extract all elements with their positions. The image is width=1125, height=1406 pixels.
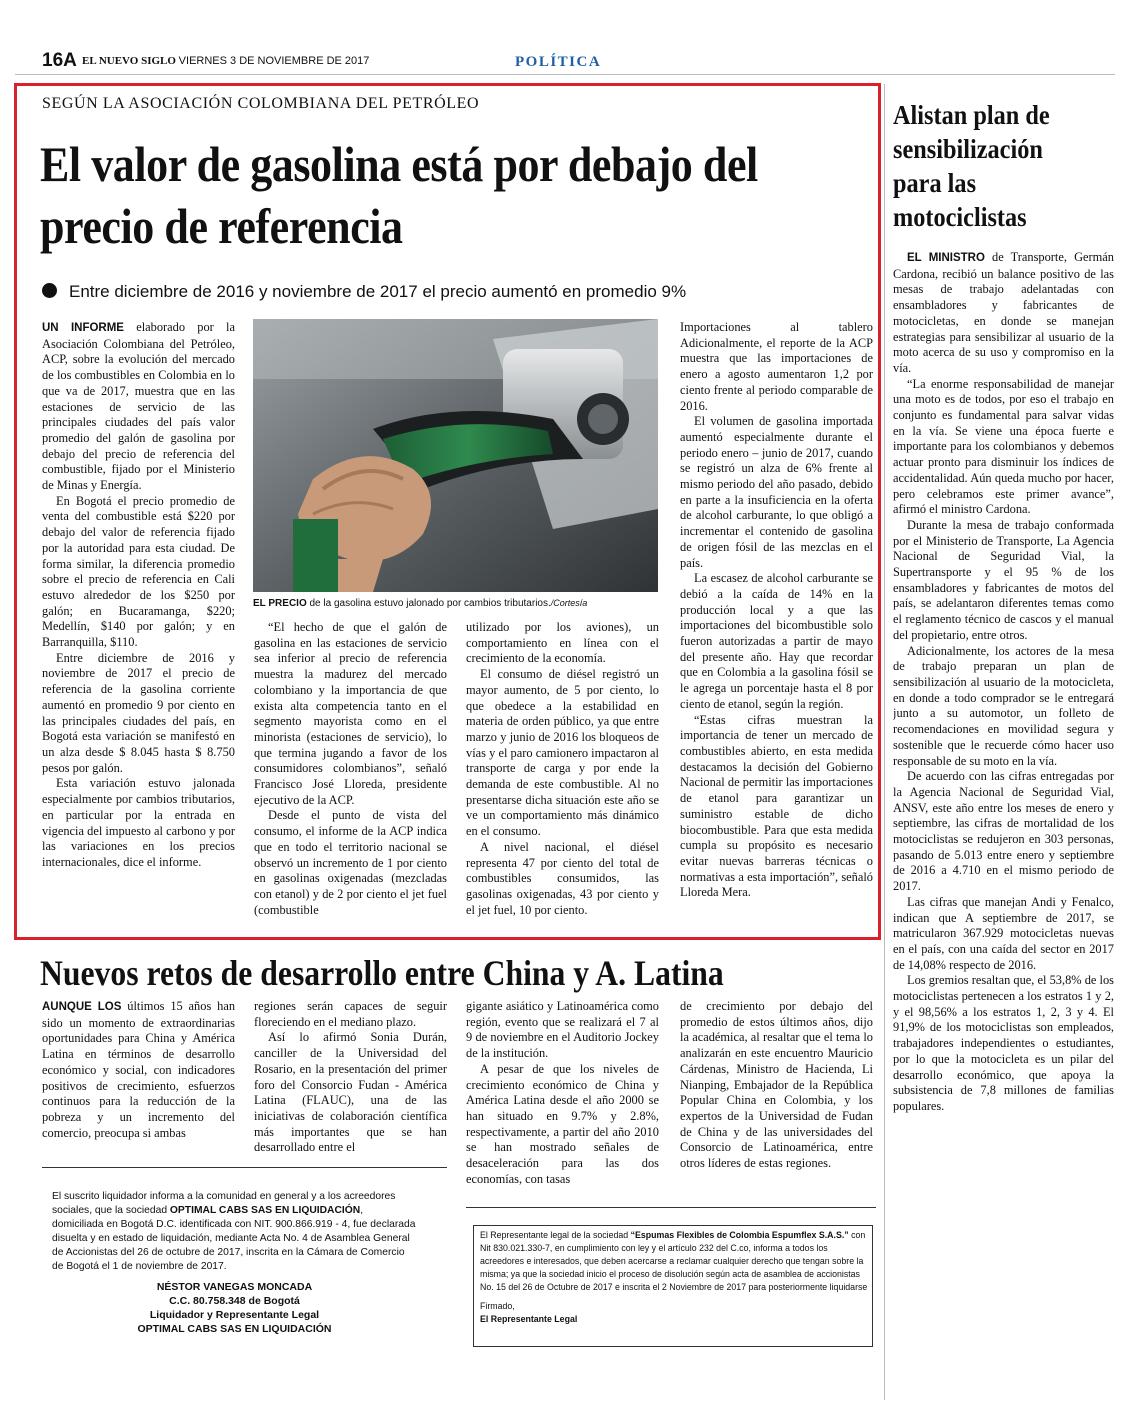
main-col1-p4: Esta variación estuvo jalonada especialmente por cambios tributarios, en particular por la entrada en vigencia del impuesto al carbono y por las variaciones en los precios internacionales, dice el informe. — [42, 776, 235, 869]
notice-left-company: OPTIMAL CABS SAS EN LIQUIDACIÓN — [169, 1205, 361, 1216]
notice-left-body: El suscrito liquidador informa a la comunidad en general y a los acreedores sociales, que la sociedad OPTIMAL CABS SAS EN LIQUIDACIÓN, domiciliada en Bogotá D.C. identificada con NIT. 900.866.919 - 4, fue declarada disuelta y en estado de liquidación, mediante Acta No. 4 de Asamblea General de Accionistas del 26 de octubre de 2017, inscrita en la Cámara de Comercio de Bogotá el 1 de noviembre de 2017. — [52, 1191, 416, 1272]
side-p3: Durante la mesa de trabajo conformada por el Ministerio de Transporte, La Agencia Nacional de Seguridad Vial, la Supertransporte y el 95 % de los ensambladores y fabricantes de motos del país, se adelantaron diferentes temas como el reglamento técnico de cascos y el manual del propietario, entre otros. — [893, 517, 1114, 642]
publication-name: EL NUEVO SIGLO — [82, 55, 176, 67]
main-col4-p2: El volumen de gasolina importada aumentó especialmente durante el periodo enero – junio de 2017, cuando se registró un alza de 6% frente al mismo periodo del año pasado, debido en parte a la insuficiencia en la oferta de alcohol carburante, lo que obligó a incrementar el contenido de gasolina de origen fósil de las mezclas en el país. — [680, 414, 873, 570]
main-kicker: SEGÚN LA ASOCIACIÓN COLOMBIANA DEL PETRÓLEO — [42, 95, 480, 112]
main-col4-p4: “Estas cifras muestran la importancia de tener un mercado de combustibles abierto, en esta medida destacamos la decisión del Gobierno Nacional de permitir las importaciones de etanol para garantizar un suministro estable de dicho biocombustible. Para que esta medida cumpla su propósito es necesario evitar nuevas barreras técnicas o normativas a esta importación”, señaló Lloreda Mera. — [680, 712, 873, 900]
main-col3-p3: A nivel nacional, el diésel representa 47 por ciento del total de combustibles consumidos, las gasolinas oxigenadas, 43 por ciento y el jet fuel, 10 por ciento. — [466, 839, 659, 917]
main-col1-p2: En Bogotá el precio promedio de venta del combustible está $220 por debajo del valor de referencia fijado por la autoridad para esta ciudad. De forma similar, la diferencia promedio sobre el precio de referencia en Cali estuvo alrededor de los $250 por galón; en Bucaramanga, $220; Medellín, $140 por galón; y en Barranquilla, $110. — [42, 493, 235, 650]
main-column-1 — [42, 320, 235, 935]
legal-notice-optimal-cabs — [52, 1190, 417, 1336]
main-col1-p1: UN INFORME elaborado por la Asociación Colombiana del Petróleo, ACP, sobre la evolución del mercado de los combustibles en Colombia en lo que va de 2017, muestra que en las estaciones de servicio de las principales ciudades del país valor promedio del galón de gasolina por debajo del precio de referencia del combustible, fijado por el Ministerio de Minas y Energía. — [42, 320, 235, 493]
notice-right-company: “Espumas Flexibles de Colombia Espumflex S.A.S.” — [630, 1230, 849, 1240]
header-rule — [15, 74, 1115, 75]
main-col3-p2: El consumo de diésel registró un mayor aumento, de 5 por ciento, lo que obedece a la estabilidad en materia de orden público, ya que entre marzo y junio de 2016 los bloqueos de vías y el paro camionero impactaron al transporte de carga y por ende la demanda de este combustible. Al no presentarse dicha situación este año se ve un comportamiento más dinámico en el consumo. — [466, 667, 659, 839]
page-number: 16A — [42, 50, 77, 71]
main-summary-text: Entre diciembre de 2016 y noviembre de 2017 el precio aumentó en promedio 9% — [69, 282, 687, 301]
side-article-body — [893, 250, 1114, 1400]
publication-date: VIERNES 3 DE NOVIEMBRE DE 2017 — [178, 55, 370, 67]
china-column-3: gigante asiático y Latinoamérica como región, evento que se realizará el 7 al 9 de noviembre en el Auditorio Jockey de la institución. A pesar de que los niveles de crecimiento económico de China y América Latina desde el año 2000 se han situado en 9.7% y 2.8%, respectivamente, a partir del año 2010 se han mostrado señales de desaceleración para las dos economías, con tasas — [466, 999, 659, 1186]
main-summary — [42, 282, 872, 302]
legal-notice-espumflex — [480, 1229, 868, 1326]
side-p1: EL MINISTRO de Transporte, Germán Cardona, recibió un balance positivo de las mesas de trabajo adelantadas con ensambladores y fabricantes de motocicletas, en donde se manejan estrategias para sensibilizar al usuario de la moto acerca de su uso y compromiso en la vía. — [893, 250, 1114, 375]
fuel-nozzle-photo — [253, 319, 658, 592]
main-col4-p1: Importaciones al tablero Adicionalmente, el reporte de la ACP muestra que las importaciones de enero a agosto aumentaron 1,2 por ciento frente al periodo comparable de 2016. — [680, 320, 873, 413]
side-p6: Las cifras que manejan Andi y Fenalco, indican que A septiembre de 2017, se matricularon 367.929 motocicletas nuevas en el país, con una caída del sector en 2017 de 14,08% respecto de 2016. — [893, 894, 1114, 972]
notice-right-body: El Representante legal de la sociedad “Espumas Flexibles de Colombia Espumflex S.A.S.” con Nit 830.021.330-7, en cumplimiento con ley y el artículo 232 del C.co, informa a todos los acreedores e interesados, que deben acercarse a reclamar cualquier derecho que tengan sobre la misma; ya que la sociedad inicio el proceso de disolución según acta de asamblea de accionistas No. 15 del 26 de Octubre de 2017 e inscrita el 2 Noviembre de 2017 para posteriormente liquidarse — [480, 1230, 868, 1292]
fuel-nozzle-illustration — [253, 319, 658, 592]
china-column-4: de crecimiento por debajo del promedio de estos últimos años, dijo la académica, al resaltar que el tema lo analizarán en este encuentro Mauricio Cárdenas, Ministro de Hacienda, Li Nianping, Embajador de la República Popular China en Colombia, y los expertos de la Universidad de Fudan de China y de las universidades del Consorcio de Latinoamérica, entre otros líderes de estas regiones. — [680, 999, 873, 1171]
main-col4-p3: La escasez de alcohol carburante se debió a la caída de 14% en la producción local y a que las importaciones del bicombustible solo fueron autorizadas a partir de mayo del presente año. Hay que recordar que en Colombia a la gasolina fósil se le agrega un porcentaje hasta el 8 por ciento de etanol, según la región. — [680, 571, 873, 711]
side-divider — [884, 84, 885, 1400]
photo-credit: /Cortesía — [550, 598, 588, 608]
section-title: POLÍTICA — [515, 54, 602, 70]
main-col2-p2: Desde el punto de vista del consumo, el informe de la ACP indica que en todo el territorio nacional se observó un incremento de 1 por ciento en gasolinas oxigenadas (mezcladas con etanol) y de 2 por ciento el jet fuel (combustible — [254, 808, 447, 917]
notice-divider-right — [466, 1207, 876, 1208]
china-lead: AUNQUE LOS — [42, 1001, 122, 1013]
photo-caption — [253, 598, 663, 609]
main-col3-p1: utilizado por los aviones), un comportamiento en línea con el crecimiento de la economía. — [466, 620, 659, 666]
main-lead: UN INFORME — [42, 322, 124, 334]
side-headline: Alistan plan de sensibilización para las motociclistas — [893, 100, 1050, 232]
notice-divider-left — [42, 1167, 447, 1168]
main-headline: El valor de gasolina está por debajo del precio de referencia — [40, 136, 758, 254]
china-headline: Nuevos retos de desarrollo entre China y A. Latina — [40, 953, 724, 993]
side-lead: EL MINISTRO — [907, 252, 985, 264]
main-column-2 — [254, 620, 447, 935]
notice-left-signature: NÉSTOR VANEGAS MONCADA C.C. 80.758.348 de Bogotá Liquidador y Representante Legal OPTIMAL CABS SAS EN LIQUIDACIÓN — [137, 1281, 332, 1335]
publication-line — [82, 55, 369, 67]
notice-right-signed: Firmado, — [480, 1301, 515, 1311]
main-col2-p1: “El hecho de que el galón de gasolina en las estaciones de servicio sea inferior al precio de referencia muestra la madurez del mercado colombiano y la importancia de que exista alta competencia tanto en el segmento mayorista como en el minorista (estaciones de servicio), lo que termina jugando a favor de los consumidores colombianos”, señaló Francisco José Lloreda, presidente ejecutivo de la ACP. — [254, 620, 447, 807]
china-column-2: regiones serán capaces de seguir floreciendo en el mediano plazo. Así lo afirmó Sonia Durán, canciller de la Universidad del Rosario, en la presentación del primer foro del Consorcio Fudan - América Latina (FLAUC), una de las iniciativas de colaboración científica más importantes que se han desarrollado entre el — [254, 999, 447, 1155]
bullet-icon — [42, 283, 57, 298]
side-p5: De acuerdo con las cifras entregadas por la Agencia Nacional de Seguridad Vial, ANSV, este año entre los meses de enero y septiembre, las cifras de mortalidad de los motociclistas se redujeron en 303 personas, pasando de 5.013 entre enero y septiembre de 2016 a 4.710 en el mismo periodo de 2017. — [893, 769, 1114, 894]
side-p2: “La enorme responsabilidad de manejar una moto es de todos, por eso el trabajo en conjunto es fundamental para salvar vidas en la vía. Se viene una época fuerte e importante para los colombianos y debemos actuar pronto para disminuir los índices de accidentalidad. Aún queda mucho por hacer, pero celebramos este primer avance”, afirmó el ministro Cardona. — [893, 376, 1114, 517]
china-column-1: AUNQUE LOS últimos 15 años han sido un momento de extraordinarias oportunidades para China y América Latina en términos de desarrollo económico y social, con indicadores positivos de crecimiento, esfuerzos continuos para la reducción de la pobreza y un incremento del comercio, preocupa si ambas — [42, 999, 235, 1140]
side-p7: Los gremios resaltan que, el 53,8% de los motociclistas pertenecen a los estratos 1 y 2, y el 98,56% a los estratos 1, 2, 3 y 4. El 91,9% de los motociclistas son empleados, trabajadores independientes o estudiantes, por lo que la motocicleta es un pilar del desarrollo económico, que apoya la subsistencia de 7,8 millones de familias populares. — [893, 973, 1114, 1113]
caption-lead: EL PRECIO — [253, 598, 307, 609]
main-col1-p3: Entre diciembre de 2016 y noviembre de 2017 el precio de referencia de la gasolina corriente aumentó en promedio 9 por ciento en las principales ciudades del país, en Bogotá esta variación se manifestó en un alza desde $ 8.045 hasta $ 8.750 pesos por galón. — [42, 650, 235, 775]
caption-text: de la gasolina estuvo jalonado por cambios tributarios. — [306, 598, 551, 609]
side-p4: Adicionalmente, los actores de la mesa de trabajo preparan un plan de sensibilización al usuario de la motocicleta, en donde a todo comprador se le entregará junto a su automotor, un folleto de recomendaciones en movilidad segura y sostenible que le recuerde cómo hacer uso responsable de su moto en la vía. — [893, 643, 1114, 768]
main-column-4 — [680, 320, 873, 935]
notice-right-signer: El Representante Legal — [480, 1314, 578, 1324]
main-column-3 — [466, 620, 659, 935]
